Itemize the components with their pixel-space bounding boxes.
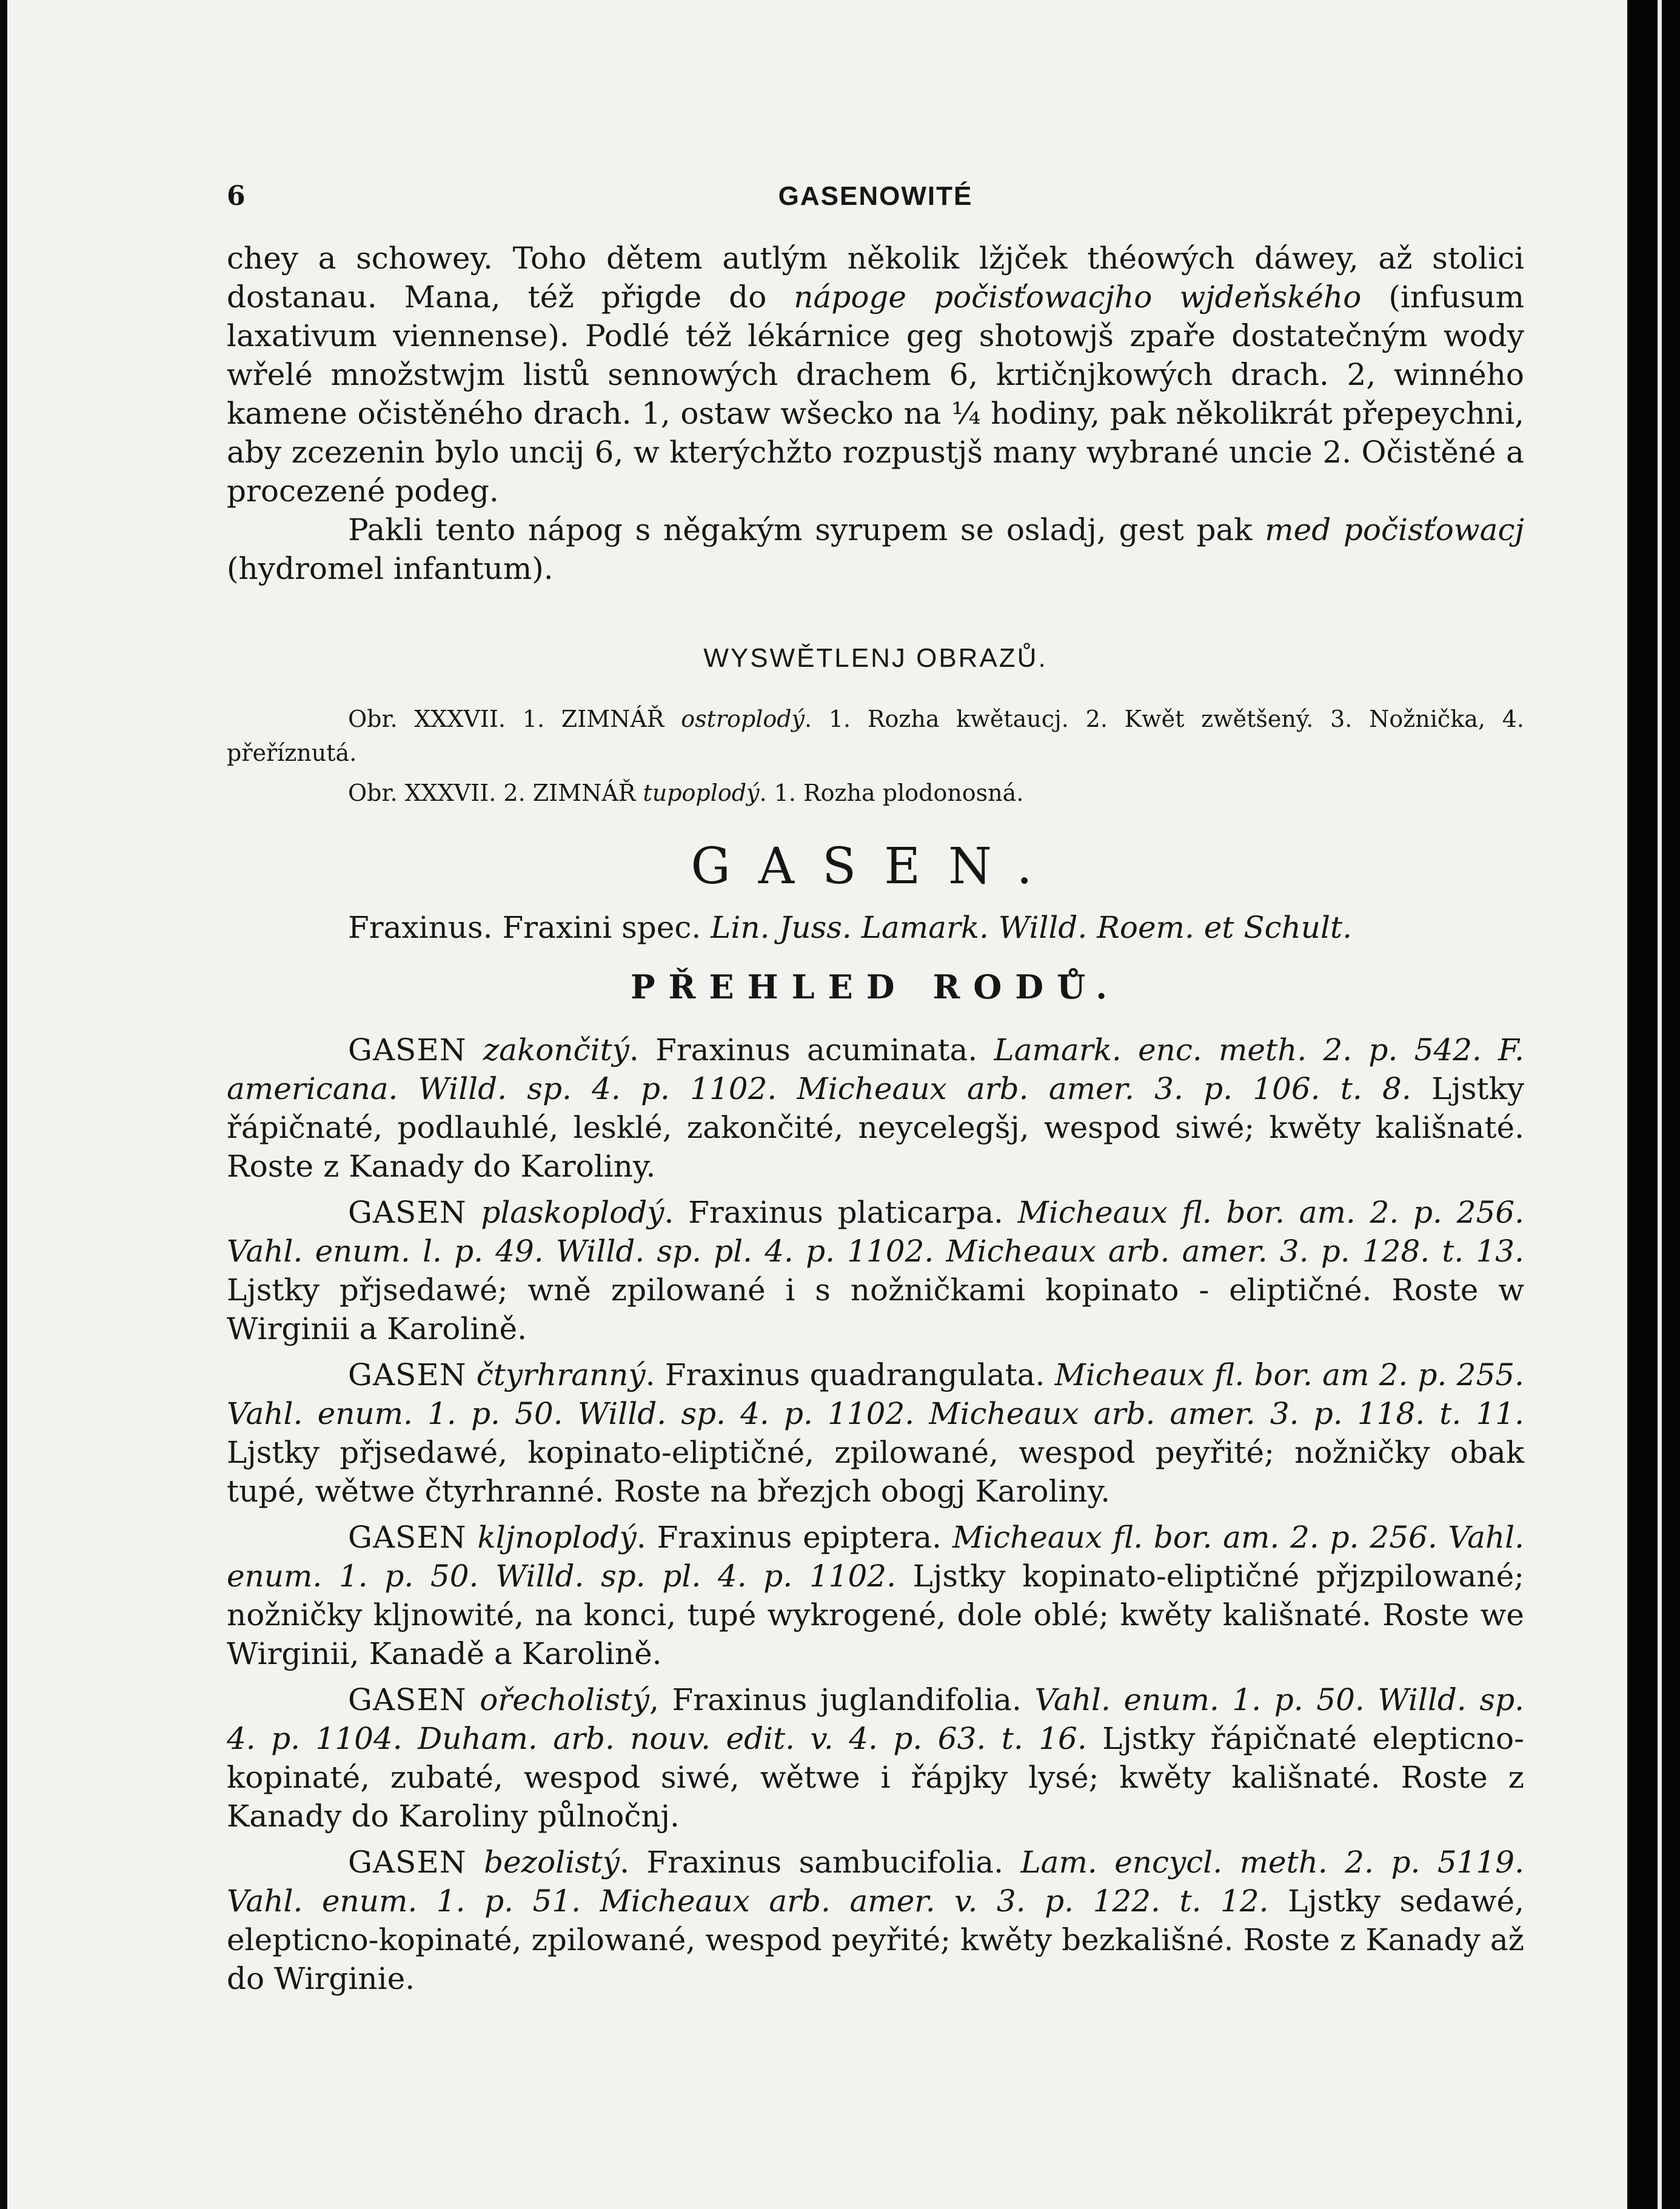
- page-content: [227, 177, 1524, 2005]
- species-genus: GASEN: [348, 1845, 467, 1880]
- species-epithet: plaskoplodý: [481, 1195, 664, 1230]
- species-desc: Ljstky sedawé, elepticno-kopinaté, zpilowané, wespod peyřité; kwěty bezkališné. Roste z Kanady až do Wirginie.: [227, 1883, 1524, 1996]
- species-latin: , Fraxinus juglandifolia.: [649, 1682, 1035, 1717]
- genus-synonyms: [227, 908, 1524, 947]
- species-refs: Lam. encycl. meth. 2. p. 5119. Vahl. enum. 1. p. 51. Micheaux arb. amer. v. 3. p. 122. t. 12.: [227, 1845, 1524, 1919]
- species-genus: GASEN: [348, 1357, 467, 1392]
- intro-paragraph-2: [227, 510, 1524, 588]
- intro-p2-italic: med počisťowacj: [1265, 512, 1524, 547]
- species-entry: [227, 1843, 1524, 1998]
- species-latin: . Fraxinus acuminata.: [629, 1032, 994, 1068]
- book-page: [7, 0, 1627, 2209]
- species-desc: Ljstky řápičnaté elepticno-kopinaté, zubaté, wespod siwé, wětwe i řápjky lysé; kwěty kališnaté. Roste z Kanady do Karoliny půlnočnj.: [227, 1721, 1524, 1834]
- plate-2-text-a: Obr. XXXVII. 2. ZIMNÁŘ: [348, 780, 643, 806]
- scan-edge-shadow: [1627, 0, 1680, 2209]
- plate-1-text-a: Obr. XXXVII. 1. ZIMNÁŘ: [348, 706, 681, 732]
- plate-item-2: [227, 776, 1524, 810]
- species-entry: [227, 1355, 1524, 1511]
- running-head: [227, 177, 1524, 226]
- species-epithet: klјnoplodý: [477, 1520, 637, 1555]
- intro-p1-text-a: chey a schowey. Toho dětem autlým několik lžjček théowých dáwey, až stolici dostanau. Mana, též přigde do: [227, 241, 1524, 315]
- species-epithet: ořecholistý: [480, 1682, 650, 1717]
- species-entry: [227, 1031, 1524, 1186]
- species-genus: GASEN: [348, 1520, 467, 1555]
- species-epithet: čtyrhranný: [476, 1357, 646, 1392]
- species-desc: Ljstky přjsedawé, kopinato-eliptičné, zpilowané, wespod peyřité; nožničky obak tupé, wětwe čtyrhranné. Roste na březjch obogj Karoliny.: [227, 1435, 1524, 1509]
- genus-synonyms-text: Fraxinus. Fraxini spec.: [348, 910, 711, 945]
- species-genus: GASEN: [348, 1032, 467, 1068]
- plate-2-text-c: . 1. Rozha plodonosná.: [759, 780, 1024, 806]
- intro-p1-italic: nápoge počisťowacjho wjdeňského: [794, 279, 1362, 315]
- species-refs: Micheaux fl. bor. am 2. p. 255. Vahl. enum. 1. p. 50. Willd. sp. 4. p. 1102. Micheaux arb. amer. 3. p. 118. t. 11.: [227, 1357, 1524, 1431]
- species-genus: GASEN: [348, 1682, 467, 1717]
- species-entry: [227, 1518, 1524, 1673]
- species-latin: . Fraxinus platicarpa.: [664, 1195, 1018, 1230]
- running-title: GASENOWITÉ: [778, 181, 973, 211]
- species-entry: [227, 1193, 1524, 1348]
- species-desc: Ljstky kopinato-eliptičné přjzpilowané; nožničky kljnowité, na konci, tupé wykrogené, dole oblé; kwěty kališnaté. Roste we Wirginii, Kanadě a Karolině.: [227, 1559, 1525, 1671]
- plate-1-text-c: . 1. Rozha kwětaucj. 2. Kwět zwětšený. 3. Nožnička, 4. přeříznutá.: [227, 706, 1524, 766]
- intro-paragraph-1: [227, 239, 1524, 510]
- species-refs: Lamark. enc. meth. 2. p. 542. F. americana. Willd. sp. 4. p. 1102. Micheaux arb. amer. 3. p. 106. t. 8.: [227, 1032, 1524, 1106]
- species-refs: Micheaux fl. bor. am. 2. p. 256. Vahl. enum. 1. p. 50. Willd. sp. pl. 4. p. 1102.: [227, 1520, 1524, 1594]
- genus-title: GASEN.: [691, 838, 1060, 895]
- species-genus: GASEN: [348, 1195, 467, 1230]
- intro-p2-text-a: Pakli tento nápog s něgakým syrupem se osladj, gest pak: [348, 512, 1265, 547]
- species-refs: Vahl. enum. 1. p. 50. Willd. sp. 4. p. 1104. Duham. arb. nouv. edit. v. 4. p. 63. t. 16.: [227, 1682, 1524, 1756]
- scan-edge-line: [1658, 0, 1662, 2209]
- species-latin: . Fraxinus epiptera.: [636, 1520, 952, 1555]
- species-latin: . Fraxinus quadrangulata.: [645, 1357, 1055, 1392]
- species-desc: Ljstky přjsedawé; wně zpilowané i s nožničkami kopinato - eliptičné. Roste w Wirginii a Karolině.: [227, 1272, 1524, 1346]
- intro-p2-text-c: (hydromel infantum).: [227, 551, 554, 586]
- species-desc: Ljstky řápičnaté, podlauhlé, lesklé, zakončité, neycelegšj, wespod siwé; kwěty kališnaté. Roste z Kanady do Karoliny.: [227, 1071, 1524, 1184]
- plate-1-italic: ostroplodý: [681, 706, 805, 732]
- species-entry: [227, 1680, 1524, 1836]
- page-number: 6: [227, 181, 246, 212]
- intro-p1-text-c: (infusum laxativum viennense). Podlé též lékárnice geg shotowjš zpaře dostatečným wody wřelé množstwjm listů sennowých drachem 6, krtičnjkowých drach. 2, winného kamene očistěného drach. 1, ostaw wšecko na ¼ hodiny, pak několikrát přepeychni, aby zcezenin bylo uncij 6, w kterýchžto rozpustjš many wybrané uncie 2. Očistěné a procezené podeg.: [227, 279, 1525, 509]
- plate-2-italic: tupoplodý: [643, 780, 760, 806]
- plates-heading: WYSWĚTLENJ OBRAZŮ.: [703, 643, 1048, 673]
- genus-authorities: Lin. Juss. Lamark. Willd. Roem. et Schult.: [711, 910, 1352, 945]
- species-epithet: bezolistý: [484, 1845, 620, 1880]
- species-refs: Micheaux fl. bor. am. 2. p. 256. Vahl. enum. l. p. 49. Willd. sp. pl. 4. p. 1102. Micheaux arb. amer. 3. p. 128. t. 13.: [227, 1195, 1524, 1269]
- overview-heading: PŘEHLED RODŮ.: [630, 967, 1121, 1006]
- species-latin: . Fraxinus sambucifolia.: [620, 1845, 1021, 1880]
- species-epithet: zakončitý: [483, 1032, 629, 1068]
- plate-item-1: [227, 702, 1524, 770]
